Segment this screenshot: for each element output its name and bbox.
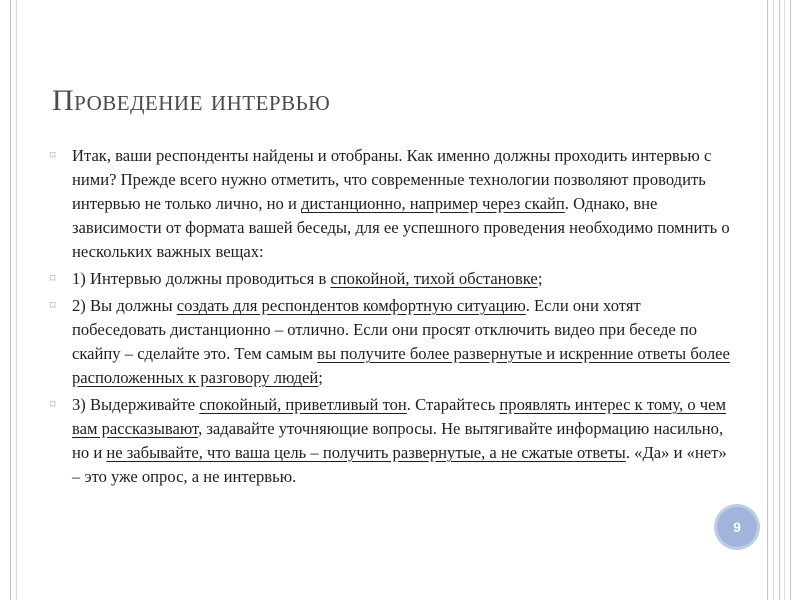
- bullet-paragraph: [50, 294, 730, 390]
- right-frame-line: [779, 0, 780, 600]
- bullet-icon: ⌑: [50, 273, 56, 285]
- bullet-paragraph: [50, 267, 730, 291]
- paragraph-text: 2) Вы должны: [72, 296, 177, 315]
- bullet-paragraph: [50, 393, 730, 489]
- left-frame-inner-line: [16, 0, 17, 600]
- paragraph-text: . Старайтесь: [406, 395, 500, 414]
- right-frame-line: [790, 0, 791, 600]
- bullet-icon: ⌑: [50, 399, 56, 411]
- right-frame: [763, 0, 800, 600]
- left-frame-line: [10, 0, 11, 600]
- paragraph-text: . Если они хотят побеседовать дистанционно – отлично. Если они просят отключить видео при беседе по скайпу – сделайте это. Тем самым: [72, 296, 698, 363]
- underlined-phrase: создать для респондентов комфортную ситуацию: [176, 296, 526, 315]
- paragraph-text: . «Да» и «нет» – это уже опрос, а не интервью.: [72, 443, 727, 486]
- paragraph-text: . Однако, вне зависимости от формата вашей беседы, для ее успешного проведения необходимо помнить о нескольких важных вещах:: [72, 194, 730, 261]
- underlined-phrase: вы получите более развернутые и искренние ответы более расположенных к разговору людей: [72, 344, 730, 387]
- page-number: 9: [717, 507, 757, 547]
- paragraph-text: ;: [318, 368, 323, 387]
- underlined-phrase: спокойной, тихой обстановке: [330, 269, 538, 288]
- underlined-phrase: спокойный, приветливый тон: [199, 395, 407, 414]
- bullet-icon: ⌑: [50, 150, 56, 162]
- underlined-phrase: проявлять интерес к тому, о чем вам рассказывают: [72, 395, 726, 438]
- right-frame-line: [784, 0, 785, 600]
- paragraph-text: 3) Выдерживайте: [72, 395, 200, 414]
- bullet-paragraph: [50, 144, 730, 264]
- underlined-phrase: дистанционно, например через скайп: [300, 194, 565, 213]
- right-frame-line: [773, 0, 774, 600]
- bullet-icon: ⌑: [50, 300, 56, 312]
- slide-title: Проведение интервью: [52, 84, 331, 117]
- slide-body: [50, 144, 730, 492]
- paragraph-text: ;: [537, 269, 543, 288]
- paragraph-text: 1) Интервью должны проводиться в: [72, 269, 331, 288]
- right-frame-line: [767, 0, 768, 600]
- underlined-phrase: не забывайте, что ваша цель – получить развернутые, а не сжатые ответы: [106, 443, 626, 462]
- paragraph-text: , задавайте уточняющие вопросы. Не вытягивайте информацию насильно, но и: [72, 419, 724, 462]
- page-number-badge: [714, 504, 760, 550]
- paragraph-text: Итак, ваши респонденты найдены и отобраны. Как именно должны проходить интервью с ними? Прежде всего нужно отметить, что современные технологии позволяют проводить интервью не только лично, но и: [72, 146, 712, 213]
